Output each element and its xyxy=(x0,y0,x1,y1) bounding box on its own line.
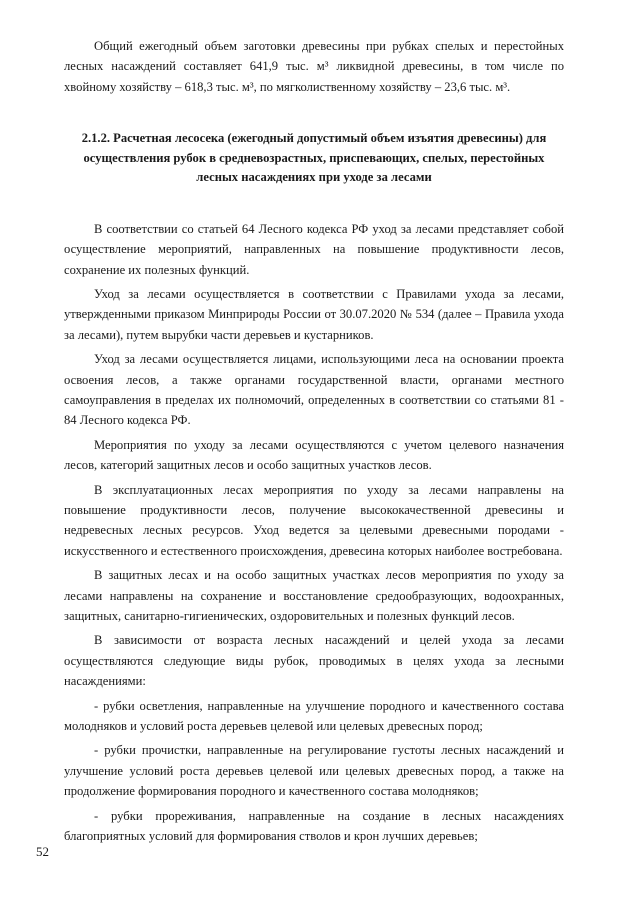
list-item-clearing-cuts: - рубки осветления, направленные на улучшение породного и качественного состава молодняков и условий роста деревьев целевой или целевых древесных пород; xyxy=(64,698,564,734)
section-heading: 2.1.2. Расчетная лесосека (ежегодный допустимый объем изъятия древесины) для осуществления рубок в средневозрастных, приспевающих, спелых, перестойных лесных насаждениях при уходе за лесами xyxy=(81,131,547,185)
paragraph-5: В эксплуатационных лесах мероприятия по уходу за лесами направлены на повышение продуктивности лесов, получение высококачественной древесины и недревесных лесных ресурсов. Уход ведется за целевыми древесными породами - искусственного и естественного происхождения, древесина которых наиболее востребована. xyxy=(64,482,564,558)
paragraph-4: Мероприятия по уходу за лесами осуществляются с учетом целевого назначения лесов, категорий защитных лесов и особо защитных участков лесов. xyxy=(64,437,564,473)
paragraph-3: Уход за лесами осуществляется лицами, использующими леса на основании проекта освоения лесов, а также органами государственной власти, органами местного самоуправления в пределах их полномочий, определенных в соответствии со статьями 81 - 84 Лесного кодекса РФ. xyxy=(64,352,564,428)
page-number: 52 xyxy=(36,844,49,859)
list-item-thinning-cuts: - рубки прореживания, направленные на создание в лесных насаждениях благоприятных условий для формирования стволов и крон лучших деревьев; xyxy=(64,808,564,844)
list-item-cleaning-cuts: - рубки прочистки, направленные на регулирование густоты лесных насаждений и улучшение условий роста деревьев целевой или целевых древесных пород, а также на продолжение формирования породного и качественного состава молодняков; xyxy=(64,743,564,799)
intro-paragraph: Общий ежегодный объем заготовки древесины при рубках спелых и перестойных лесных насаждений составляет 641,9 тыс. м³ ликвидной древесины, в том числе по хвойному хозяйству – 618,3 тыс. м³, по мягколиственному хозяйству – 23,6 тыс. м³. xyxy=(64,39,564,94)
paragraph-7: В зависимости от возраста лесных насаждений и целей ухода за лесами осуществляются следующие виды рубок, проводимых в целях ухода за лесными насаждениями: xyxy=(64,633,564,689)
paragraph-1: В соответствии со статьей 64 Лесного кодекса РФ уход за лесами представляет собой осуществление мероприятий, направленных на повышение продуктивности лесов, сохранение их полезных функций. xyxy=(64,221,564,277)
document-page xyxy=(64,36,564,851)
paragraph-2: Уход за лесами осуществляется в соответствии с Правилами ухода за лесами, утвержденными приказом Минприроды России от 30.07.2020 № 534 (далее – Правила ухода за лесами), путем вырубки части деревьев и кустарников. xyxy=(64,286,564,342)
paragraph-6: В защитных лесах и на особо защитных участках лесов мероприятия по уходу за лесами направлены на сохранение и восстановление средообразующих, водоохранных, защитных, санитарно-гигиенических, оздоровительных и полезных функций лесов. xyxy=(64,568,564,624)
